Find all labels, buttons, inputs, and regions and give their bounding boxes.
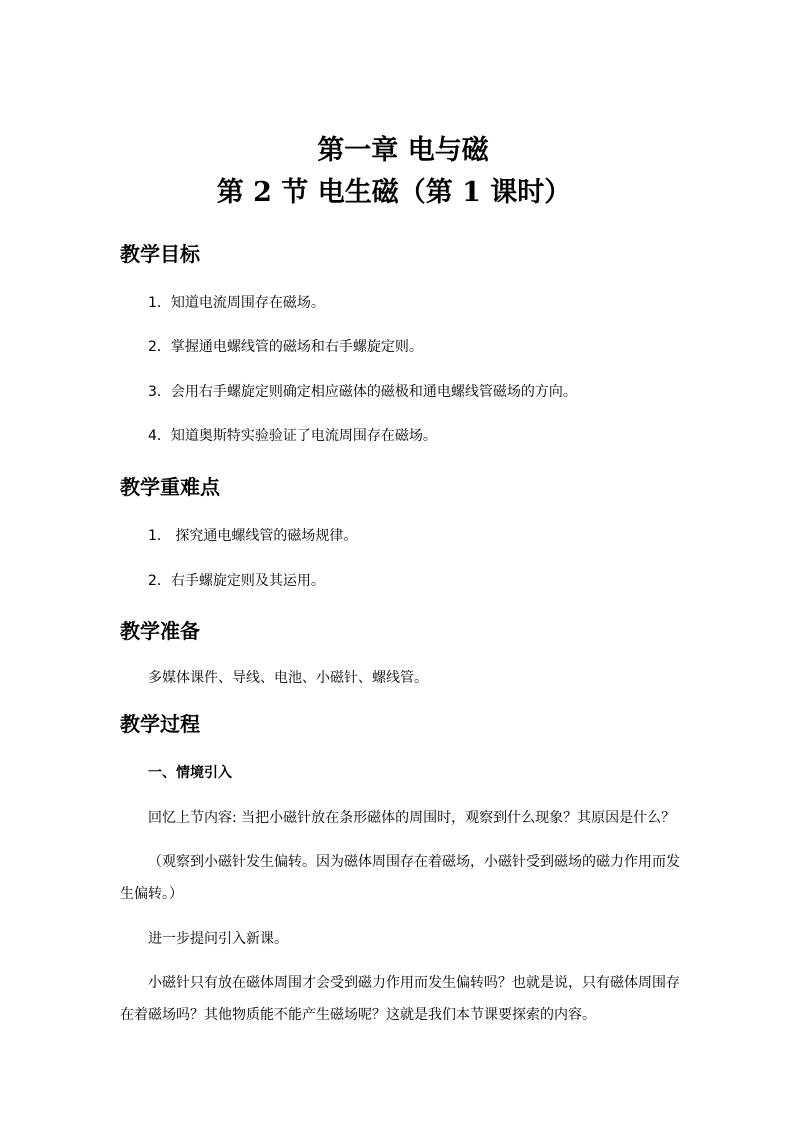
preparation-text: 多媒体课件、导线、电池、小磁针、螺线管。: [148, 670, 428, 686]
process-paragraph-2: （观察到小磁针发生偏转。因为磁体周围存在着磁场，小磁针受到磁场的磁力作用而发生偏转。）: [120, 854, 680, 902]
objective-item-1: 1．知道电流周围存在磁场。: [148, 295, 325, 311]
process-heading: 教学过程: [120, 712, 200, 736]
process-paragraph-4: 小磁针只有放在磁体周围才会受到磁力作用而发生偏转吗？也就是说，只有磁体周围存在着磁场吗？其他物质能不能产生磁场呢？这就是我们本节课要探索的内容。: [120, 975, 680, 1023]
process-subheading: 一、情境引入: [148, 765, 232, 781]
objective-item-2: 2．掌握通电螺线管的磁场和右手螺旋定则。: [148, 339, 423, 355]
process-paragraph-3: 进一步提问引入新课。: [148, 931, 288, 947]
preparation-heading: 教学准备: [120, 619, 200, 643]
chapter-title: 第一章 电与磁: [317, 135, 489, 166]
process-paragraph-1: 回忆上节内容: 当把小磁针放在条形磁体的周围时，观察到什么现象？其原因是什么？: [148, 810, 676, 826]
key-point-item-2: 2．右手螺旋定则及其运用。: [148, 573, 325, 589]
objectives-heading: 教学目标: [120, 242, 200, 266]
key-points-heading: 教学重难点: [120, 475, 220, 499]
objective-item-3: 3．会用右手螺旋定则确定相应磁体的磁极和通电螺线管磁场的方向。: [148, 384, 577, 400]
lesson-title: 第 2 节 电生磁（第 1 课时）: [216, 177, 572, 208]
objective-item-4: 4．知道奥斯特实验验证了电流周围存在磁场。: [148, 428, 437, 444]
key-point-item-1: 1． 探究通电螺线管的磁场规律。: [148, 528, 358, 544]
